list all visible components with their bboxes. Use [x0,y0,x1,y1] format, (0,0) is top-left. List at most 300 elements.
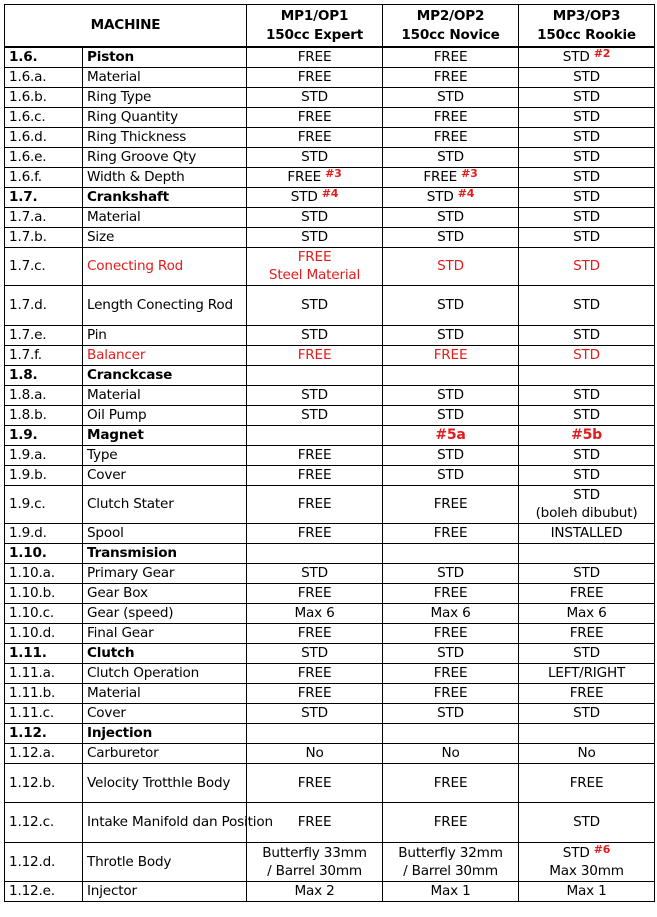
cell-value: STD [573,189,600,205]
cell-value: No [577,745,596,761]
cell-mp2 [383,523,519,543]
cell-value: FREE [297,447,332,463]
cell-mp2 [383,325,519,345]
row-number: 1.9.c. [5,485,83,523]
cell-value: FREE [433,774,468,791]
cell-mp3 [519,802,655,842]
cell-mp3 [519,543,655,563]
row-name: Gear Box [83,583,247,603]
cell-mp2 [383,583,519,603]
cell-value-line2: / Barrel 30mm [267,862,362,879]
cell-value: STD [301,387,328,403]
row-number: 1.6.d. [5,127,83,147]
table-row [5,802,655,842]
cell-mp3 [519,207,655,227]
cell-mp3 [519,583,655,603]
table-row [5,703,655,723]
cell-value: STD [301,229,328,245]
row-number: 1.7.b. [5,227,83,247]
row-number: 1.9. [5,425,83,445]
footnote-mark: #6 [593,842,611,856]
cell-value: FREE [423,169,458,185]
cell-mp2 [383,385,519,405]
row-name: Carburetor [83,743,247,763]
cell-value: Max 6 [294,605,335,621]
cell-value: STD [573,705,600,721]
cell-value: STD [573,387,600,403]
cell-mp1 [247,723,383,743]
cell-mp2 [383,127,519,147]
row-name: Cover [83,703,247,723]
table-row [5,405,655,425]
cell-mp2 [383,842,519,881]
table-row [5,107,655,127]
cell-mp1 [247,227,383,247]
cell-value: FREE [433,585,468,601]
cell-mp3 [519,445,655,465]
table-row [5,881,655,901]
cell-mp1 [247,523,383,543]
cell-value: FREE [433,496,468,512]
row-number: 1.7.e. [5,325,83,345]
row-number: 1.8.b. [5,405,83,425]
cell-value: FREE [297,109,332,125]
row-name: Spool [83,523,247,543]
cell-value: LEFT/RIGHT [547,665,626,681]
cell-mp1 [247,881,383,901]
row-name: Primary Gear [83,563,247,583]
row-number: 1.6.f. [5,167,83,187]
cell-mp3 [519,703,655,723]
cell-value: STD [573,109,600,125]
cell-mp2 [383,247,519,285]
row-name: Gear (speed) [83,603,247,623]
footnote-mark: #4 [321,187,339,200]
row-name: Clutch [83,643,247,663]
row-name: Final Gear [83,623,247,643]
row-name: Transmision [83,543,247,563]
cell-value: FREE [569,774,604,791]
footnote-mark: #2 [593,47,611,61]
cell-mp3 [519,465,655,485]
cell-mp1 [247,365,383,385]
cell-value: FREE [297,685,332,701]
row-number: 1.9.a. [5,445,83,465]
table-row [5,603,655,623]
row-name: Ring Groove Qty [83,147,247,167]
cell-mp3 [519,663,655,683]
header-machine-label: MACHINE [90,17,161,33]
cell-mp3 [519,285,655,325]
cell-value: FREE [297,496,332,512]
cell-value: FREE [297,625,332,641]
table-row [5,345,655,365]
table-row [5,445,655,465]
cell-mp2 [383,87,519,107]
cell-value: Max 2 [294,883,335,899]
row-name: Ring Quantity [83,107,247,127]
header-row [5,5,655,48]
cell-mp2 [383,107,519,127]
cell-mp2 [383,425,519,445]
cell-value-line2: / Barrel 30mm [403,862,498,879]
row-name: Throtle Body [83,842,247,881]
footnote-mark: #4 [457,187,475,200]
cell-mp1 [247,107,383,127]
cell-mp2 [383,227,519,247]
cell-mp1 [247,623,383,643]
cell-mp2 [383,703,519,723]
cell-value: STD [573,487,600,503]
cell-mp3 [519,405,655,425]
cell-mp2 [383,683,519,703]
cell-value: STD [437,467,464,483]
cell-mp1 [247,167,383,187]
row-name: Cranckcase [83,365,247,385]
cell-mp3 [519,345,655,365]
row-name: Pin [83,325,247,345]
table-row [5,47,655,67]
row-number: 1.7. [5,187,83,207]
table-row [5,663,655,683]
row-name: Width & Depth [83,167,247,187]
spec-table [4,4,655,902]
cell-mp3 [519,763,655,802]
cell-value: FREE [297,665,332,681]
row-number: 1.10.a. [5,563,83,583]
cell-mp2 [383,465,519,485]
cell-mp2 [383,365,519,385]
cell-value: STD [437,387,464,403]
cell-mp1 [247,385,383,405]
row-number: 1.6.c. [5,107,83,127]
cell-mp2 [383,643,519,663]
cell-mp3 [519,325,655,345]
table-row [5,465,655,485]
cell-mp1 [247,247,383,285]
cell-value: STD [573,297,600,313]
cell-value: STD [437,297,464,313]
row-number: 1.7.f. [5,345,83,365]
row-name: Piston [83,47,247,67]
cell-mp2 [383,623,519,643]
table-row [5,247,655,285]
cell-value: STD [437,407,464,423]
cell-mp2 [383,187,519,207]
table-row [5,67,655,87]
cell-value: STD [573,407,600,423]
cell-value: Butterfly 33mm [262,844,367,861]
cell-value: No [441,745,460,761]
cell-mp1 [247,285,383,325]
table-row [5,187,655,207]
cell-value: Max 1 [566,883,607,899]
cell-value: STD [301,89,328,105]
cell-value: STD [573,89,600,105]
header-class-1: MP1/OP1 150cc Expert [247,5,383,48]
table-row [5,167,655,187]
cell-mp3 [519,842,655,881]
cell-value: STD [573,229,600,245]
cell-value: STD [573,467,600,483]
cell-mp3 [519,643,655,663]
cell-mp1 [247,445,383,465]
cell-value: STD [573,129,600,145]
row-number: 1.6. [5,47,83,67]
cell-mp2 [383,743,519,763]
cell-mp1 [247,842,383,881]
cell-value: STD [301,705,328,721]
cell-value: STD [437,89,464,105]
row-number: 1.12.c. [5,802,83,842]
cell-value: STD [437,565,464,581]
row-number: 1.9.d. [5,523,83,543]
cell-mp3 [519,365,655,385]
cell-value-line2: (boleh dibubut) [535,505,638,521]
row-name: Cover [83,465,247,485]
cell-mp2 [383,167,519,187]
cell-value: STD [437,229,464,245]
cell-value: STD [437,645,464,661]
row-number: 1.7.d. [5,285,83,325]
footnote-mark: #3 [461,167,478,180]
cell-mp1 [247,187,383,207]
cell-value: STD [562,49,590,66]
cell-mp1 [247,703,383,723]
cell-mp1 [247,87,383,107]
row-name: Oil Pump [83,405,247,425]
cell-value: STD [437,149,464,165]
cell-value: STD [290,189,318,205]
cell-value: FREE [433,665,468,681]
table-row [5,563,655,583]
table-row [5,543,655,563]
cell-value: STD [573,565,600,581]
cell-mp2 [383,603,519,623]
row-number: 1.9.b. [5,465,83,485]
cell-value: STD [301,209,328,225]
cell-value: FREE [433,685,468,701]
cell-value: FREE [297,525,332,541]
cell-mp2 [383,67,519,87]
row-number: 1.7.c. [5,247,83,285]
cell-value-line2: Steel Material [268,267,361,283]
row-name: Injection [83,723,247,743]
cell-mp2 [383,345,519,365]
cell-mp1 [247,47,383,67]
table-row [5,325,655,345]
cell-value: FREE [287,169,322,185]
row-name: Clutch Stater [83,485,247,523]
table-row [5,583,655,603]
cell-mp3 [519,881,655,901]
cell-mp1 [247,207,383,227]
row-number: 1.12.a. [5,743,83,763]
row-name: Ring Thickness [83,127,247,147]
cell-value: Butterfly 32mm [398,844,503,861]
cell-mp2 [383,663,519,683]
row-number: 1.8. [5,365,83,385]
table-row [5,623,655,643]
table-row [5,385,655,405]
cell-mp3 [519,485,655,523]
table-row [5,723,655,743]
cell-mp2 [383,445,519,465]
row-number: 1.12.b. [5,763,83,802]
table-row [5,127,655,147]
cell-value: STD [573,258,600,274]
cell-mp1 [247,465,383,485]
row-number: 1.10.d. [5,623,83,643]
cell-mp2 [383,881,519,901]
cell-mp1 [247,345,383,365]
cell-value: FREE [433,49,468,66]
cell-mp3 [519,623,655,643]
cell-value: FREE [297,774,332,791]
row-name: Size [83,227,247,247]
header-class-2: MP2/OP2 150cc Novice [383,5,519,48]
cell-mp1 [247,583,383,603]
table-row [5,763,655,802]
cell-value: STD [437,705,464,721]
row-name: Balancer [83,345,247,365]
cell-mp1 [247,683,383,703]
cell-mp1 [247,147,383,167]
cell-mp1 [247,405,383,425]
cell-mp3 [519,523,655,543]
cell-value: STD [573,69,600,85]
row-number: 1.10.b. [5,583,83,603]
cell-value: STD [301,149,328,165]
cell-value: FREE [297,249,332,265]
row-name: Velocity Trotthle Body [83,763,247,802]
table-row [5,643,655,663]
table-row [5,523,655,543]
cell-value: STD [437,327,464,343]
cell-mp3 [519,107,655,127]
row-number: 1.6.e. [5,147,83,167]
row-number: 1.12. [5,723,83,743]
cell-value: FREE [297,585,332,601]
cell-value: FREE [433,525,468,541]
cell-mp1 [247,67,383,87]
cell-value: FREE [297,129,332,145]
row-name: Type [83,445,247,465]
cell-value: Max 6 [430,605,471,621]
cell-mp1 [247,325,383,345]
cell-mp3 [519,723,655,743]
footnote-mark: #3 [325,167,342,180]
row-number: 1.11.c. [5,703,83,723]
table-row [5,147,655,167]
cell-mp3 [519,147,655,167]
cell-mp3 [519,683,655,703]
row-number: 1.10. [5,543,83,563]
cell-value: STD [573,169,600,185]
cell-mp2 [383,802,519,842]
cell-value-line2: Max 30mm [549,862,624,879]
table-row [5,842,655,881]
row-name: Ring Type [83,87,247,107]
row-number: 1.10.c. [5,603,83,623]
cell-value: Max 6 [566,605,607,621]
cell-value: FREE [433,69,468,85]
table-row [5,683,655,703]
row-name: Material [83,683,247,703]
table-row [5,87,655,107]
row-name: Material [83,385,247,405]
cell-value: STD [573,447,600,463]
cell-value: FREE [297,467,332,483]
cell-value: STD [573,347,600,363]
cell-mp3 [519,425,655,445]
cell-value: STD [301,297,328,313]
header-machine [5,5,247,48]
cell-value: STD [426,189,454,205]
cell-value: FREE [569,685,604,701]
cell-value: STD [301,327,328,343]
row-number: 1.6.a. [5,67,83,87]
table-row [5,285,655,325]
table-row [5,227,655,247]
row-number: 1.11.a. [5,663,83,683]
row-name: Conecting Rod [83,247,247,285]
cell-value: STD [437,447,464,463]
row-name: Material [83,207,247,227]
footnote-mark: #5b [571,427,602,443]
cell-mp3 [519,67,655,87]
cell-mp2 [383,543,519,563]
cell-mp1 [247,563,383,583]
table-row [5,207,655,227]
cell-mp2 [383,723,519,743]
cell-mp1 [247,543,383,563]
cell-mp3 [519,603,655,623]
row-name: Magnet [83,425,247,445]
cell-mp3 [519,385,655,405]
cell-mp1 [247,643,383,663]
row-number: 1.11. [5,643,83,663]
cell-mp1 [247,485,383,523]
cell-value: STD [562,844,590,861]
cell-mp3 [519,47,655,67]
cell-value: FREE [433,129,468,145]
footnote-mark: #5a [435,427,466,443]
row-name: Clutch Operation [83,663,247,683]
cell-mp1 [247,663,383,683]
cell-mp2 [383,405,519,425]
cell-mp3 [519,227,655,247]
row-name: Injector [83,881,247,901]
table-row [5,485,655,523]
cell-value: FREE [297,49,332,66]
cell-value: No [305,745,324,761]
cell-value: STD [437,258,464,274]
row-number: 1.12.d. [5,842,83,881]
cell-value: FREE [433,625,468,641]
cell-value: FREE [297,347,332,363]
cell-mp3 [519,187,655,207]
cell-value: STD [301,645,328,661]
cell-mp1 [247,743,383,763]
cell-mp2 [383,207,519,227]
cell-value: INSTALLED [550,525,623,541]
cell-mp2 [383,563,519,583]
cell-value: STD [573,149,600,165]
cell-value: FREE [433,814,468,830]
cell-mp3 [519,127,655,147]
row-number: 1.7.a. [5,207,83,227]
